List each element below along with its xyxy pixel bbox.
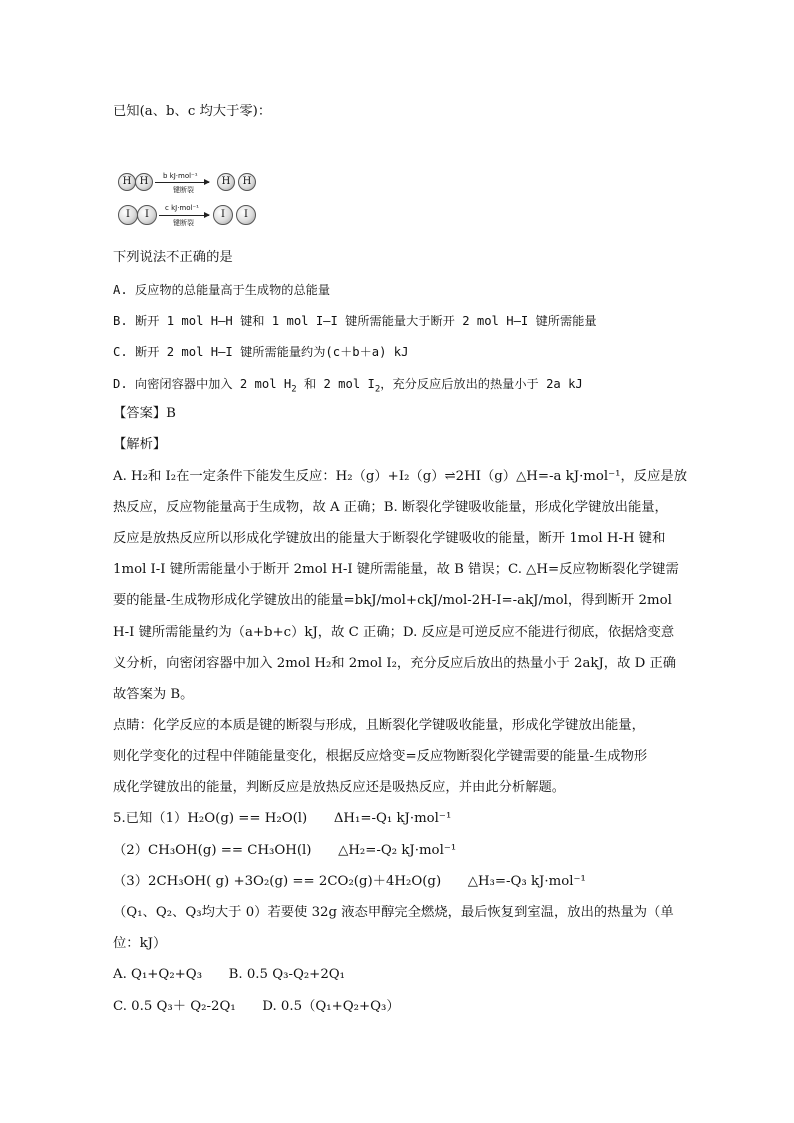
- energy-label-c: c kJ·mol⁻¹: [165, 204, 199, 212]
- q5-option: C. 0.5 Q₃＋ Q₂-2Q₁ D. 0.5（Q₁+Q₂+Q₃）: [113, 999, 400, 1014]
- q5-line: 5.已知（1）H₂O(g) == H₂O(l) ΔH₁=-Q₁ kJ·mol⁻¹: [113, 811, 452, 826]
- analysis-line: 反应是放热反应所以形成化学键放出的能量大于断裂化学键吸收的能量，断开 1mol H-H 键和: [113, 531, 666, 546]
- tip-line: 点睛：化学反应的本质是键的断裂与形成，且断裂化学键吸收能量，形成化学键放出能量，: [113, 718, 645, 733]
- analysis-label: 【解析】: [113, 437, 167, 452]
- i-atom: I: [213, 205, 233, 225]
- energy-label-b: b kJ·mol⁻¹: [163, 172, 198, 180]
- i-atom: I: [118, 205, 138, 225]
- analysis-line: 故答案为 B。: [113, 687, 194, 702]
- h-atom: H: [118, 173, 136, 191]
- option-a: A. 反应物的总能量高于生成物的总能量: [113, 283, 331, 297]
- analysis-line: 热反应，反应物能量高于生成物，故 A 正确；B. 断裂化学键吸收能量，形成化学键放出能量，: [113, 500, 668, 515]
- option-d: D. 向密闭容器中加入 2 mol $H_2$ 和 2 mol $I_2$，充分反应后放出的热量小于 2a kJ: [113, 377, 583, 395]
- h-atom: H: [135, 173, 153, 191]
- analysis-line: 要的能量-生成物形成化学键放出的能量=bkJ/mol+ckJ/mol-2H-I=-akJ/mol，得到断开 2mol: [113, 593, 672, 608]
- process-label: 键断裂: [173, 219, 194, 227]
- answer-label: 【答案】B: [113, 406, 176, 421]
- h-atom: H: [238, 173, 256, 191]
- q5-line: 位：kJ）: [113, 936, 167, 951]
- i-atom: I: [236, 205, 256, 225]
- q5-line: （2）CH₃OH(g) == CH₃OH(l) △H₂=-Q₂ kJ·mol⁻¹: [113, 843, 457, 858]
- analysis-line: H-I 键所需能量约为（a+b+c）kJ，故 C 正确；D. 反应是可逆反应不能进行彻底，依据焓变意: [113, 625, 675, 640]
- q5-line: （Q₁、Q₂、Q₃均大于 0）若要使 32g 液态甲醇完全燃烧，最后恢复到室温，放出的热量为（单: [113, 905, 674, 920]
- intro-text: 已知(a、b、c 均大于零)：: [113, 104, 272, 119]
- h-atom: H: [217, 173, 235, 191]
- q5-line: （3）2CH₃OH( g) +3O₂(g) == 2CO₂(g)＋4H₂O(g) △H₃=-Q₃ kJ·mol⁻¹: [113, 874, 586, 889]
- tip-line: 则化学变化的过程中伴随能量变化，根据反应焓变=反应物断裂化学键需要的能量-生成物形: [113, 749, 648, 764]
- arrow-icon: [159, 215, 209, 216]
- arrow-icon: [155, 182, 209, 183]
- question-stem: 下列说法不正确的是: [113, 250, 233, 265]
- analysis-line: A. H₂和 I₂在一定条件下能发生反应：H₂（g）+I₂（g）⇌2HI（g）△H=-a kJ·mol⁻¹，反应是放: [113, 469, 687, 484]
- option-c: C. 断开 2 mol H—I 键所需能量约为(c＋b＋a) kJ: [113, 345, 409, 359]
- i-atom: I: [137, 205, 157, 225]
- bond-breaking-diagram: [113, 170, 263, 234]
- analysis-line: 1mol I-I 键所需能量小于断开 2mol H-I 键所需能量，故 B 错误；C. △H=反应物断裂化学键需: [113, 562, 679, 577]
- q5-option: A. Q₁+Q₂+Q₃ B. 0.5 Q₃-Q₂+2Q₁: [113, 967, 346, 982]
- option-b: B. 断开 1 mol H—H 键和 1 mol I—I 键所需能量大于断开 2 mol H—I 键所需能量: [113, 314, 597, 328]
- tip-line: 成化学键放出的能量，判断反应是放热反应还是吸热反应，并由此分析解题。: [113, 780, 566, 795]
- process-label: 键断裂: [173, 186, 194, 194]
- analysis-line: 义分析，向密闭容器中加入 2mol H₂和 2mol I₂，充分反应后放出的热量小于 2akJ，故 D 正确: [113, 656, 677, 671]
